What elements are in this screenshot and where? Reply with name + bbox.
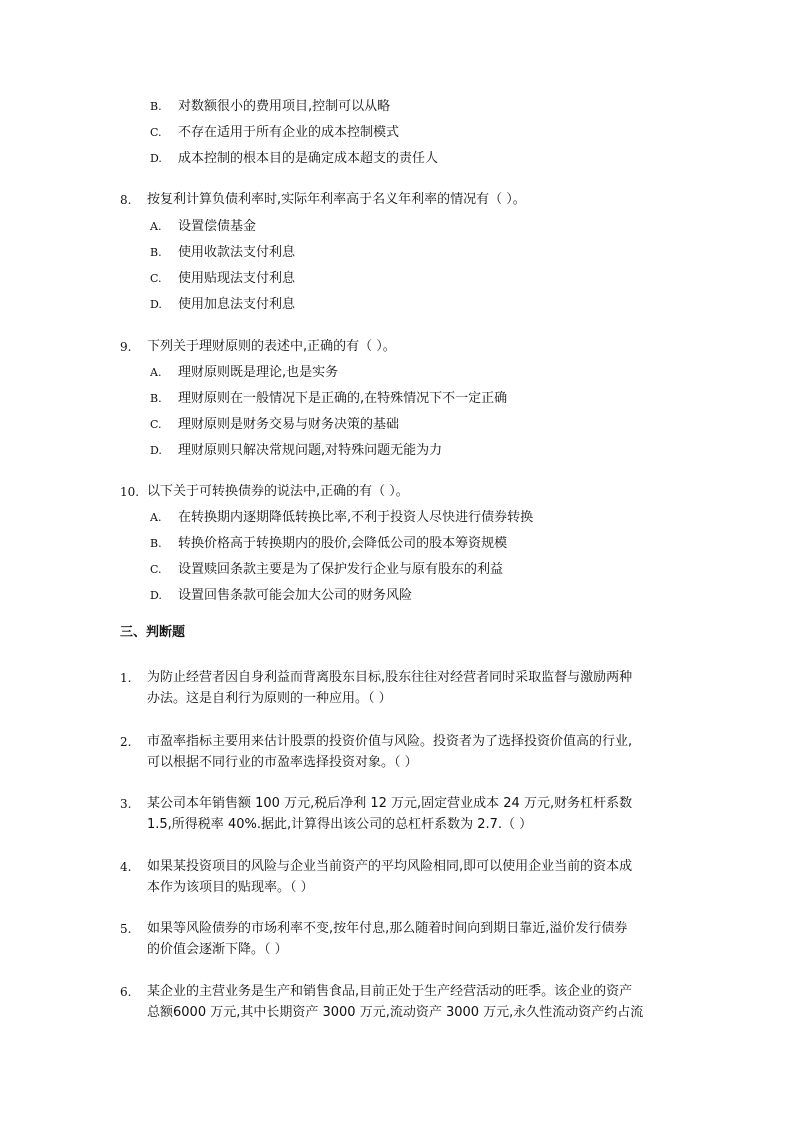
option-text: 理财原则既是理论,也是实务 — [178, 365, 339, 380]
option-text: 使用加息法支付利息 — [178, 297, 296, 312]
question-number: 3. — [120, 797, 132, 811]
option-letter: A. — [150, 511, 162, 524]
question-text: 总额6000 万元,其中长期资产 3000 万元,流动资产 3000 万元,永久性流动资产约占流 — [147, 1005, 644, 1020]
option-letter: B. — [150, 537, 162, 550]
option-text: 在转换期内逐期降低转换比率,不利于投资人尽快进行债券转换 — [178, 510, 534, 525]
option-text: 使用收款法支付利息 — [178, 245, 296, 260]
option-text: 理财原则只解决常规问题,对特殊问题无能为力 — [178, 443, 443, 458]
option-text: 转换价格高于转换期内的股价,会降低公司的股本筹资规模 — [178, 536, 508, 551]
question-text: 的价值会逐渐下降。（ ） — [147, 942, 288, 957]
option-text: 设置回售条款可能会加大公司的财务风险 — [178, 588, 413, 603]
question-number: 4. — [120, 860, 132, 874]
option-letter: A. — [150, 366, 162, 379]
option-text: 成本控制的根本目的是确定成本超支的责任人 — [178, 151, 439, 166]
option-letter: D. — [150, 444, 162, 457]
option-letter: C. — [150, 126, 162, 139]
option-letter: C. — [150, 563, 162, 576]
option-letter: D. — [150, 298, 162, 311]
option-letter: B. — [150, 246, 162, 259]
question-number: 10. — [120, 485, 140, 499]
option-letter: A. — [150, 220, 162, 233]
question-text: 办法。这是自利行为原则的一种应用。（ ） — [147, 691, 392, 706]
option-letter: C. — [150, 272, 162, 285]
option-text: 理财原则在一般情况下是正确的,在特殊情况下不一定正确 — [178, 391, 508, 406]
question-number: 1. — [120, 671, 132, 685]
question-number: 6. — [120, 985, 132, 999]
question-number: 9. — [120, 340, 132, 354]
question-text: 某公司本年销售额 100 万元,税后净利 12 万元,固定营业成本 24 万元,财务杠杆系数 — [147, 796, 633, 811]
question-text: 某企业的主营业务是生产和销售食品,目前正处于生产经营活动的旺季。该企业的资产 — [147, 984, 633, 999]
question-text: 市盈率指标主要用来估计股票的投资价值与风险。投资者为了选择投资价值高的行业, — [147, 734, 633, 749]
question-text: 按复利计算负债利率时,实际年利率高于名义年利率的情况有（ ）。 — [147, 192, 526, 207]
question-text: 如果等风险债券的市场利率不变,按年付息,那么随着时间向到期日靠近,溢价发行债券 — [147, 921, 628, 936]
question-text: 下列关于理财原则的表述中,正确的有（ ）。 — [147, 339, 396, 354]
question-text: 1.5,所得税率 40%.据此,计算得出该公司的总杠杆系数为 2.7.（ ） — [147, 817, 533, 832]
option-letter: D. — [150, 152, 162, 165]
question-text: 如果某投资项目的风险与企业当前资产的平均风险相同,即可以使用企业当前的资本成 — [147, 859, 633, 874]
option-text: 不存在适用于所有企业的成本控制模式 — [178, 125, 400, 140]
option-letter: B. — [150, 100, 162, 113]
option-text: 设置赎回条款主要是为了保护发行企业与原有股东的利益 — [178, 562, 504, 577]
option-text: 使用贴现法支付利息 — [178, 271, 296, 286]
question-text: 可以根据不同行业的市盈率选择投资对象。（ ） — [147, 755, 418, 770]
question-text: 为防止经营者因自身利益而背离股东目标,股东往往对经营者同时采取监督与激励两种 — [147, 670, 633, 685]
question-number: 2. — [120, 735, 132, 749]
option-text: 对数额很小的费用项目,控制可以从略 — [178, 99, 391, 114]
question-number: 5. — [120, 922, 132, 936]
option-text: 设置偿债基金 — [178, 219, 257, 234]
question-number: 8. — [120, 193, 132, 207]
question-text: 以下关于可转换债券的说法中,正确的有（ ）。 — [147, 484, 409, 499]
section-title: 三、判断题 — [120, 625, 186, 640]
question-text: 本作为该项目的贴现率。（ ） — [147, 880, 314, 895]
option-letter: D. — [150, 589, 162, 602]
option-text: 理财原则是财务交易与财务决策的基础 — [178, 417, 400, 432]
option-letter: B. — [150, 392, 162, 405]
option-letter: C. — [150, 418, 162, 431]
